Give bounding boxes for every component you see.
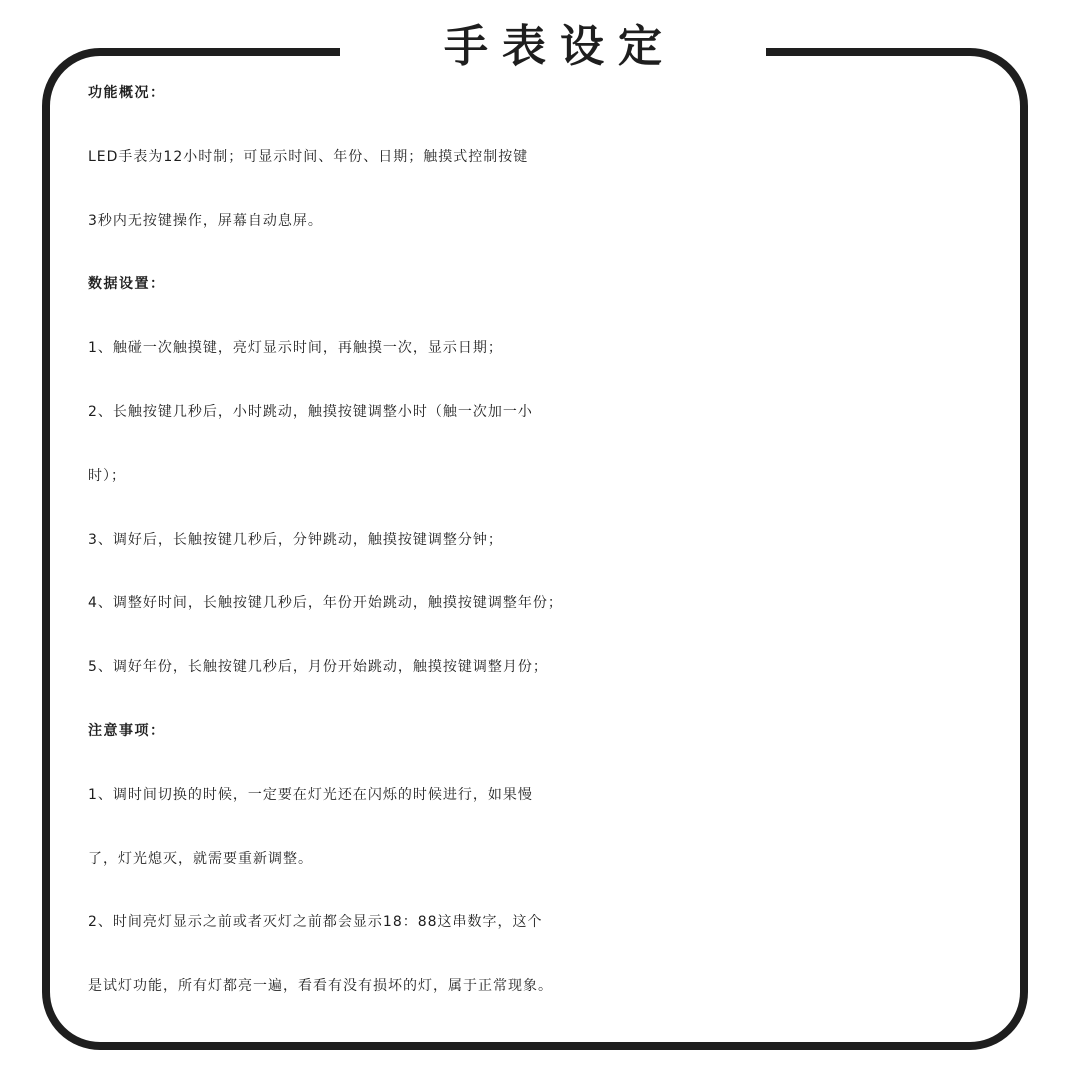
overview-line-2: 3秒内无按键操作，屏幕自动息屏。 (88, 212, 323, 229)
page-title: 手表设定 (444, 21, 676, 72)
note-1: 1、调时间切换的时候，一定要在灯光还在闪烁的时候进行，如果慢 (88, 786, 533, 803)
document-body (88, 62, 1018, 1019)
settings-step-3: 3、调好后，长触按键几秒后，分钟跳动，触摸按键调整分钟； (88, 531, 503, 548)
section-heading-overview: 功能概况： (88, 85, 166, 101)
section-heading-settings: 数据设置： (88, 276, 166, 293)
settings-step-4: 4、调整好时间，长触按键几秒后，年份开始跳动，触摸按键调整年份； (88, 595, 563, 612)
note-2: 2、时间亮灯显示之前或者灭灯之前都会显示18：88这串数字，这个 (88, 914, 543, 931)
settings-step-5: 5、调好年份，长触按键几秒后，月份开始跳动，触摸按键调整月份； (88, 659, 548, 676)
settings-step-2: 2、长触按键几秒后，小时跳动，触摸按键调整小时（触一次加一小 (88, 403, 533, 420)
section-heading-notes: 注意事项： (88, 722, 166, 739)
settings-step-2-continued: 时）； (88, 467, 126, 484)
overview-line-1: LED手表为12小时制；可显示时间、年份、日期；触摸式控制按键 (88, 148, 529, 165)
settings-step-1: 1、触碰一次触摸键，亮灯显示时间，再触摸一次，显示日期； (88, 340, 503, 357)
note-1-continued: 了，灯光熄灭，就需要重新调整。 (88, 850, 313, 867)
note-2-continued: 是试灯功能，所有灯都亮一遍，看看有没有损坏的灯，属于正常现象。 (88, 978, 553, 995)
